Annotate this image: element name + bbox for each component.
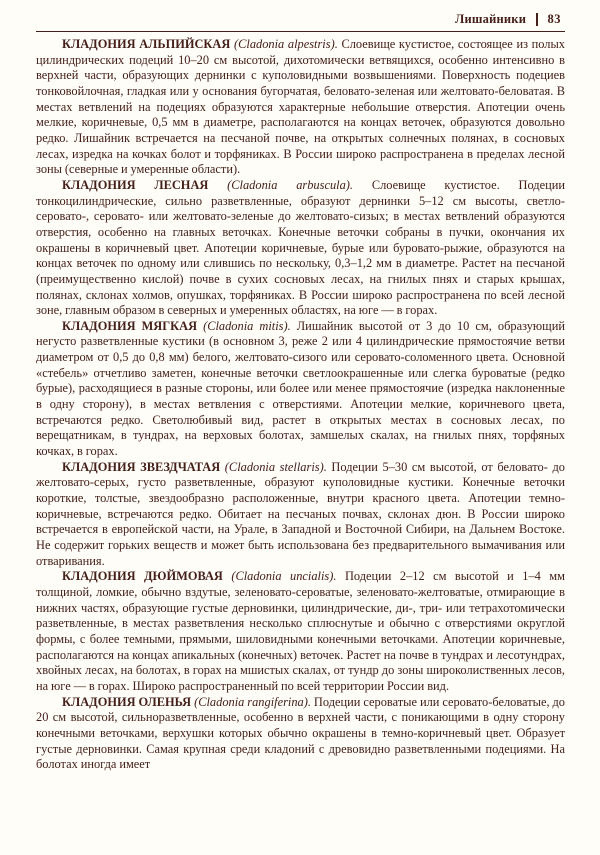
species-name: КЛАДОНИЯ АЛЬПИЙСКАЯ [62, 37, 231, 51]
species-description: Подеции 5–30 см высотой, от беловато- до желтовато-серых, густо разветвленные, образуют куполовидные кустики. Конечные веточки короткие, толстые, звездообразно расположенные, внутри красного цвета. Апотеции темно-коричневые, встречаются редко. Обитает на песчаных почвах, склонах дюн. В России широко встречается в европейской части, на Урале, в Западной и Восточной Сибири, на Дальнем Востоке. Не содержит горьких веществ и может быть использована без предварительного вымачивания или отваривания. [36, 459, 565, 568]
species-name: КЛАДОНИЯ ДЮЙМОВАЯ [62, 569, 223, 584]
species-description: Лишайник высотой от 3 до 10 см, образующий негусто разветвленные кустики (в основном 3, реже 2 или 4 цилиндрические прямостоячие ветви диаметром от 0,5 до 0,8 мм) белого, желтовато-сизого или серовато-соломенного цвета. Основной «стебель» отчетливо заметен, конечные веточки светлоокрашенные или слегка буроватые (редко бурые), расходящиеся в разные стороны, или более или менее прямостоячие (изредка наклоненные в одну сторону), в местах ветвления с отверстиями. Апотеции мелкие, коричневого цвета, встречаются редко. Светолюбивый вид, растет в открытых местах в сосновых лесах, по верещатникам, в тундрах, на верховых болотах, замшелых скалах, на гнилых пнях, торфяных кочках, в горах. [36, 318, 565, 459]
species-name: КЛАДОНИЯ ЛЕСНАЯ [62, 177, 209, 192]
species-description: Подеции 2–12 см высотой и 1–4 мм толщиной, ломкие, обычно вздутые, зеленовато-сероватые, зеленовато-желтоватые, отмирающие в нижних частях, образующие густые дерновинки, цилиндрические, ди-, три- или тетрахотомически разветвленные, в местах разветвления несколько сплюснутые и обычно с отверстиями округлой формы, с более темными, прямыми, шиловидными конечными веточками. Апотеции коричневые, располагаются на концах апикальных (конечных) веточек. Растет на почве в тундрах и лесотундрах, хвойных лесах, на болотах, в горах на мшистых скалах, от тундр до зоны широколиственных лесов, на юге — в горах. Широко распространенный по всей территории России вид. [36, 569, 565, 693]
running-title: Лишайники [454, 12, 527, 26]
species-entry-uncialis [36, 569, 565, 694]
species-latin-name: (Cladonia rangiferina). [194, 694, 311, 709]
species-entry-mitis [36, 319, 565, 460]
species-description: Слоевище кустистое, состоящее из полых цилиндрических подеций 10–20 см высотой, дихотомически ветвящихся, особенно интенсивно в верхней части, образующих дернинки с куполовидными возвышениями. Поверхность подециев тонковойлочная, гладкая или у основания бугорчатая, беловато-зеленая или желтовато-беловатая. В местах ветвлений на подециях образуются характерные небольшие отверстия. Апотеции очень мелкие, коричневые, 0,5 мм в диаметре, располагаются на концах веточек, образуются довольно редко. Лишайник встречается на песчаной почве, на открытых солнечных полянах, в сосновых лесах, изредка на кочках болот и торфяниках. В России широко распространена в пределах лесной зоны (северные и умеренные области). [36, 37, 565, 177]
species-name: КЛАДОНИЯ ОЛЕНЬЯ [62, 694, 192, 709]
species-name: КЛАДОНИЯ ЗВЕЗДЧАТАЯ [62, 459, 221, 474]
species-description: Подеции сероватые или серовато-беловатые, до 20 см высотой, сильноразветвленные, особенно в верхней части, с поникающими в одну сторону конечными веточками, верхушки которых обычно окрашены в темно-коричневый цвет. Образует густые дерновинки. Самая крупная среди кладоний с древовидно разветвленными подециями. На болотах иногда имеет [36, 694, 565, 772]
page-header [36, 10, 565, 32]
species-latin-name: (Cladonia mitis). [203, 318, 291, 333]
species-latin-name: (Cladonia alpestris). [233, 37, 338, 51]
species-latin-name: (Cladonia stellaris). [224, 459, 327, 474]
species-entry-arbuscula [36, 178, 565, 319]
species-entry-alpestris [36, 37, 565, 178]
page-number: 83 [547, 12, 561, 26]
species-description: Слоевище кустистое. Подеции тонкоцилиндрические, сильно разветвленные, образуют дернинки 5–12 см высоты, светло-серовато-, серовато- или желтовато-зеленые до желтовато-сизых; в местах ветвлений образуются отверстия, особенно на главных веточках. Конечные веточки собраны в пучки, окончания их окрашены в коричневый цвет. Апотеции коричневые, бурые или буровато-рыжие, образуются на концах веточек по одному или слившись по нескольку, 0,3–1,2 мм в диаметре. Растет на песчаной (преимущественно кислой) почве в сухих сосновых лесах, на гнилых пнях и старых крышах, полянах, склонах холмов, опушках, торфяниках. В России широко распространена по всей лесной зоне, главным образом в северных и умеренных областях, на юге — в горах. [36, 177, 565, 318]
species-entry-stellaris [36, 460, 565, 570]
page-content [36, 37, 565, 773]
species-latin-name: (Cladonia arbuscula). [227, 177, 353, 192]
species-name: КЛАДОНИЯ МЯГКАЯ [62, 318, 198, 333]
species-latin-name: (Cladonia uncialis). [231, 569, 337, 584]
header-separator [536, 13, 537, 26]
species-entry-rangiferina [36, 695, 565, 773]
